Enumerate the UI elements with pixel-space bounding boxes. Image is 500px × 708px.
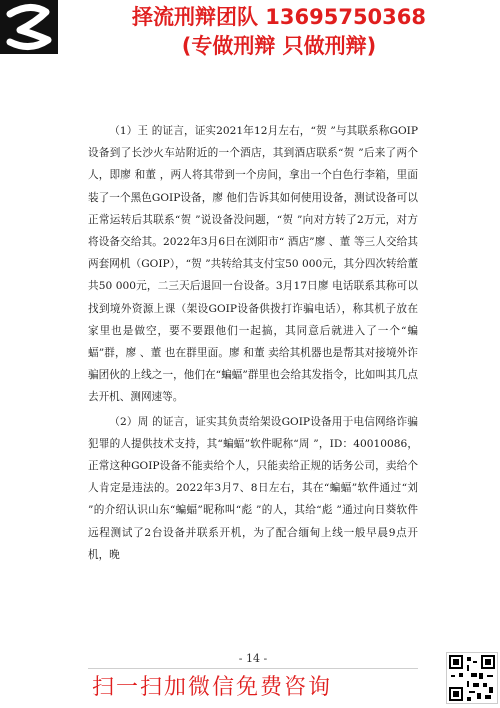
page-number: - 14 - bbox=[238, 652, 268, 665]
wechat-cta: 扫一扫加微信免费咨询 bbox=[92, 675, 333, 700]
document-body bbox=[88, 120, 418, 566]
footer-divider bbox=[88, 668, 418, 669]
contact-banner bbox=[64, 4, 494, 60]
testimony-paragraph-2: （2）周 的证言，证实其负责给架设GOIP设备用于电信网络诈骗犯罪的人提供技术支持，其“蝙蝠”软件昵称“周 ”，ID：40010086，正常这种GOIP设备不能卖给个人，只能卖给正规的话务公司，卖给个人肯定是违法的。2022年3月7、8日左右，其在“蝙蝠”软件通过“刘 ”的介绍认识山东“蝙蝠”昵称叫“彪 ”的人，其给“彪 ”通过向日葵软件远程测试了2台设备并联系开机，为了配合缅甸上线一般早晨9点开机，晚 bbox=[88, 415, 418, 561]
brand-logo-icon bbox=[0, 0, 58, 54]
banner-title: 择流刑辩团队 13695750368 bbox=[131, 5, 427, 29]
qr-code-icon bbox=[447, 653, 497, 703]
brand-logo bbox=[0, 0, 58, 54]
testimony-paragraph-1: （1）王 的证言，证实2021年12月左右，“贺 ”与其联系称GOIP设备到了长沙火车站附近的一个酒店，其到酒店联系“贺 ”后来了两个人，即廖 和董 ，两人将其带到一个房间，拿出一个白色行李箱，里面装了一个黑色GOIP设备，廖 他们告诉其如何使用设备，测试设备可以正常运转后其联系“贺 ”说设备没问题，“贺 ”向对方转了2万元，对方将设备交给其。2022年3月6日在浏阳市“ 酒店”廖 、董 等三人交给其两套网机（GOIP），“贺 ”共转给其支付宝50 000元，其分四次转给董 共50 000元，二三天后退回一台设备。3月17日廖 电话联系其称可以找到境外资源上课（架设GOIP设备供拨打诈骗电话），称其机子放在家里也是做空，要不要跟他们一起搞，其同意后就进入了一个“蝙蝠”群，廖 、董 也在群里面。廖 和董 卖给其机器也是帮其对接境外诈骗团伙的上线之一，他们在“蝙蝠”群里也会给其发指令，比如叫其几点去开机、测网速等。 bbox=[88, 125, 418, 404]
qr-code[interactable] bbox=[446, 652, 498, 704]
banner-subtitle: (专做刑辩 只做刑辩) bbox=[181, 34, 377, 58]
